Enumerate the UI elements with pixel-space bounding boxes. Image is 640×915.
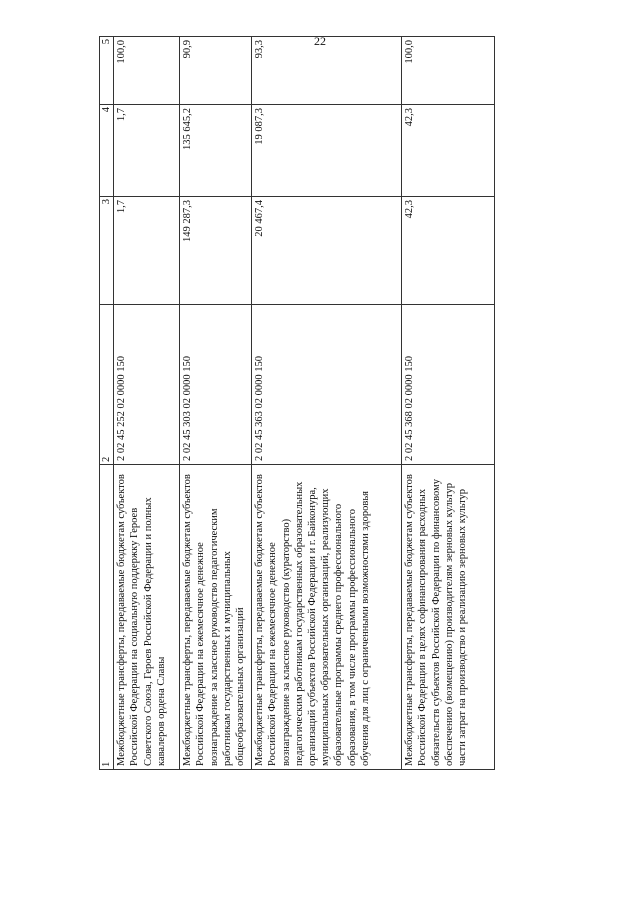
row-code-cell: 2 02 45 368 02 0000 150 xyxy=(402,305,495,465)
row-col5-cell: 93,3 xyxy=(252,37,402,105)
row-name-cell: Межбюджетные трансферты, передаваемые бюджетам субъектов Российской Федерации в целях софинансирования расходных обязательств субъектов Российской Федерации по финансовому обеспечению (возмещению) производителям зерновых культур части затрат на производство и реализацию зерновых культур xyxy=(402,465,495,770)
row-col5-cell: 100,0 xyxy=(402,37,495,105)
table-row xyxy=(114,37,180,770)
row-code-cell: 2 02 45 252 02 0000 150 xyxy=(114,305,180,465)
row-col4-cell: 135 645,2 xyxy=(180,105,252,197)
row-col4-cell: 42,3 xyxy=(402,105,495,197)
header-col-3: 3 xyxy=(100,197,114,305)
header-col-4: 4 xyxy=(100,105,114,197)
table-row xyxy=(252,37,402,770)
row-col3-cell: 149 287,3 xyxy=(180,197,252,305)
row-code-cell: 2 02 45 303 02 0000 150 xyxy=(180,305,252,465)
row-name-cell: Межбюджетные трансферты, передаваемые бюджетам субъектов Российской Федерации на ежемесячное денежное вознаграждение за классное руководство педагогическим работникам государственных и муниципальных общеобразовательных организаций xyxy=(180,465,252,770)
header-col-1: 1 xyxy=(100,465,114,770)
row-col5-cell: 90,9 xyxy=(180,37,252,105)
row-col3-cell: 20 467,4 xyxy=(252,197,402,305)
table-row xyxy=(180,37,252,770)
budget-transfers-table xyxy=(99,36,495,770)
page-number: 22 xyxy=(314,34,326,48)
row-name-cell: Межбюджетные трансферты, передаваемые бюджетам субъектов Российской Федерации на ежемесячное денежное вознаграждение за классное руководство (кураторство) педагогическим работникам государственных образовательных организаций субъектов Российской Федерации и г. Байконура, муниципальных образовательных организаций, реализующих образовательные программы среднего профессионального образования, в том числе программы профессионального обучения для лиц с ограниченными возможностями здоровья xyxy=(252,465,402,770)
row-code-cell: 2 02 45 363 02 0000 150 xyxy=(252,305,402,465)
table-header-row xyxy=(100,37,114,770)
header-col-2: 2 xyxy=(100,305,114,465)
row-col3-cell: 42,3 xyxy=(402,197,495,305)
row-col4-cell: 19 087,3 xyxy=(252,105,402,197)
row-col5-cell: 100,0 xyxy=(114,37,180,105)
row-col3-cell: 1,7 xyxy=(114,197,180,305)
row-col4-cell: 1,7 xyxy=(114,105,180,197)
row-name-cell: Межбюджетные трансферты, передаваемые бюджетам субъектов Российской Федерации на социальную поддержку Героев Советского Союза, Героев Российской Федерации и полных кавалеров ордена Славы xyxy=(114,465,180,770)
table-row xyxy=(402,37,495,770)
header-col-5: 5 xyxy=(100,37,114,105)
